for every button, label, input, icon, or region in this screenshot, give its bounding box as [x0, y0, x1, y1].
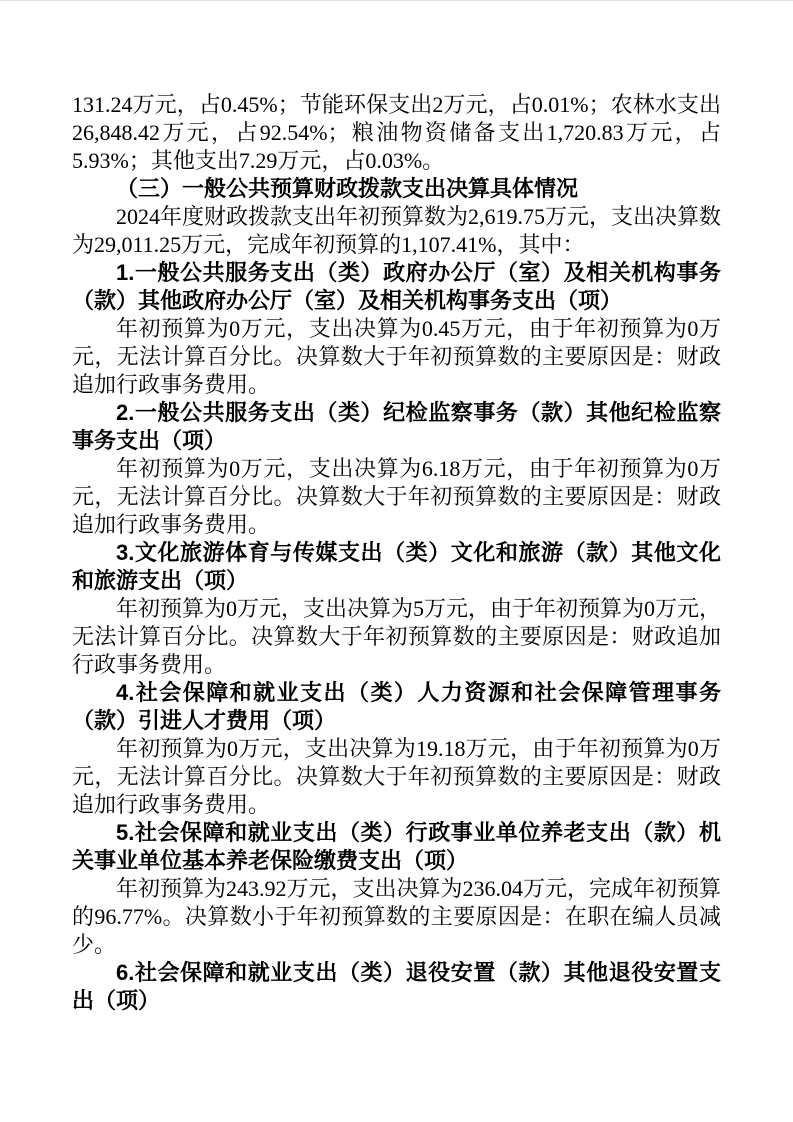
- budget-item-3: [72, 539, 721, 679]
- item-heading: 4.社会保障和就业支出（类）人力资源和社会保障管理事务（款）引进人才费用（项）: [72, 680, 721, 733]
- budget-item-6: [72, 959, 721, 1015]
- budget-item-2: [72, 399, 721, 539]
- budget-item-5: [72, 819, 721, 959]
- item-heading: 5.社会保障和就业支出（类）行政事业单位养老支出（款）机关事业单位基本养老保险缴费支出（项）: [72, 820, 721, 873]
- item-heading: 2.一般公共服务支出（类）纪检监察事务（款）其他纪检监察事务支出（项）: [72, 400, 721, 453]
- item-detail: 年初预算为0万元，支出决算为19.18万元，由于年初预算为0万元，无法计算百分比。决算数大于年初预算数的主要原因是：财政追加行政事务费用。: [72, 736, 721, 817]
- budget-item-1: [72, 259, 721, 399]
- item-detail: 年初预算为0万元，支出决算为6.18万元，由于年初预算为0万元，无法计算百分比。决算数大于年初预算数的主要原因是：财政追加行政事务费用。: [72, 456, 721, 537]
- item-heading: 3.文化旅游体育与传媒支出（类）文化和旅游（款）其他文化和旅游支出（项）: [72, 540, 721, 593]
- item-detail: 年初预算为0万元，支出决算为5万元，由于年初预算为0万元，无法计算百分比。决算数大于年初预算数的主要原因是：财政追加行政事务费用。: [72, 596, 722, 677]
- intro-paragraph: 2024年度财政拨款支出年初预算数为2,619.75万元，支出决算数为29,011.25万元，完成年初预算的1,107.41%，其中：: [72, 204, 722, 257]
- item-detail: 年初预算为0万元，支出决算为0.45万元，由于年初预算为0万元，无法计算百分比。决算数大于年初预算数的主要原因是：财政追加行政事务费用。: [72, 316, 721, 397]
- item-detail: 年初预算为243.92万元，支出决算为236.04万元，完成年初预算的96.77%。决算数小于年初预算数的主要原因是：在职在编人员减少。: [72, 876, 722, 957]
- item-heading: 1.一般公共服务支出（类）政府办公厅（室）及相关机构事务（款）其他政府办公厅（室）及相关机构事务支出（项）: [72, 260, 721, 313]
- continuation-paragraph: 131.24万元，占0.45%；节能环保支出2万元，占0.01%；农林水支出26,848.42万元，占92.54%；粮油物资储备支出1,720.83万元，占5.93%；其他支出7.29万元，占0.03%。: [72, 92, 721, 173]
- item-heading: 6.社会保障和就业支出（类）退役安置（款）其他退役安置支出（项）: [72, 960, 721, 1013]
- budget-item-4: [72, 679, 721, 819]
- section-heading: （三）一般公共预算财政拨款支出决算具体情况: [116, 176, 579, 201]
